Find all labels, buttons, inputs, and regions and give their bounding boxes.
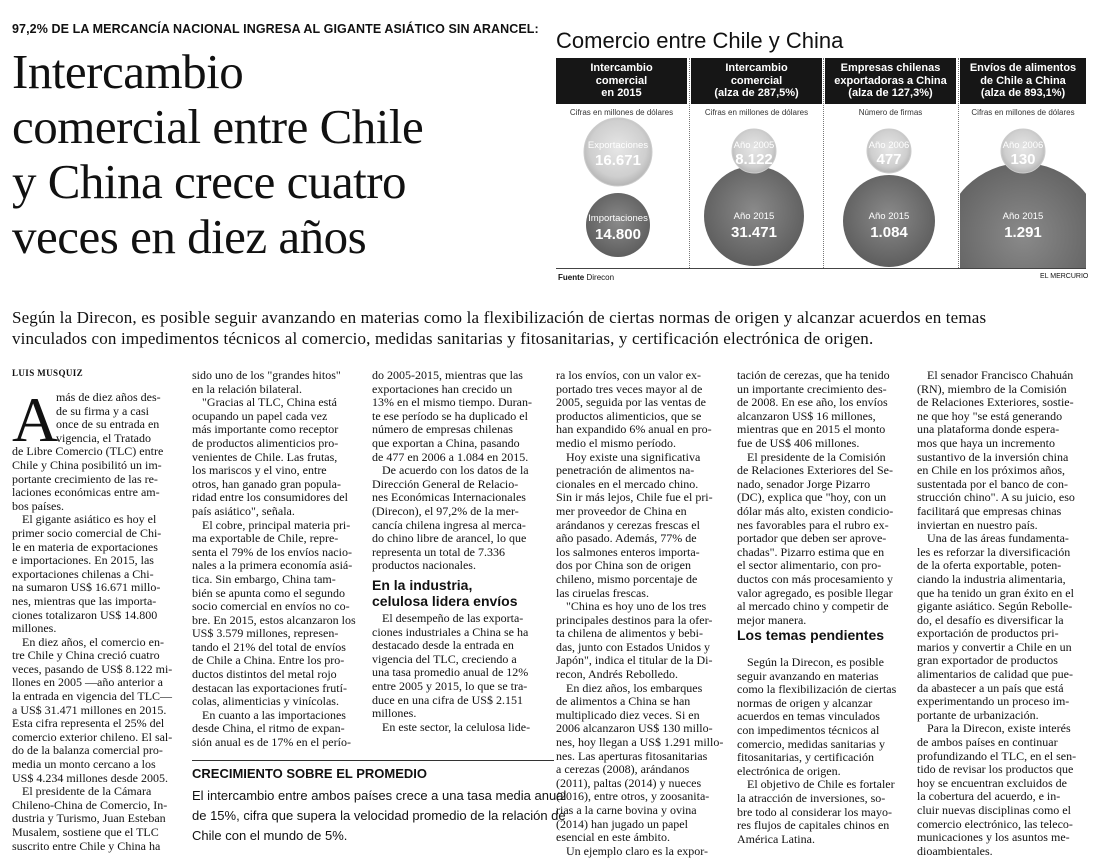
text-line: portante de urbanización. xyxy=(917,707,1039,722)
text-line: como la flexibilización de ciertas xyxy=(737,682,897,697)
box-title: CRECIMIENTO SOBRE EL PROMEDIO xyxy=(192,766,427,781)
text-line: (RN), miembro de la Comisión xyxy=(917,381,1067,396)
text-line: un importante crecimiento des- xyxy=(737,381,887,396)
bubble-bottom-label: Importaciones xyxy=(588,213,648,224)
text-line: das, junto con Estados Unidos y xyxy=(556,639,710,654)
panel-unit: Cifras en millones de dólares xyxy=(971,108,1075,117)
text-line: e importaciones. En 2015, las xyxy=(12,553,154,568)
text-line: Musalem, sostiene que el TLC xyxy=(12,825,159,839)
bubble-bottom-label: Año 2015 xyxy=(733,211,775,222)
text-line: de 2008. En ese año, los envíos xyxy=(737,395,888,410)
text-line: (2011), paltas (2014) y nueces xyxy=(556,775,702,790)
text-line: dustria y Turismo, Juan Esteban xyxy=(12,811,166,826)
text-line: de la oferta exportable, poten- xyxy=(917,558,1062,573)
lede-line: Según la Direcon, es posible seguir avanzando en materias como la flexibilización de ciertas normas de origen y alcanzar acuerdos en temas xyxy=(12,308,987,327)
text-line: nado, senador Jorge Pizarro xyxy=(737,476,871,491)
text-line: los salmones enteros importa- xyxy=(556,544,700,559)
text-line: tido de revisar los productos que xyxy=(917,762,1074,777)
text-line: media un monto cercano a los xyxy=(12,757,156,772)
panel-unit: Cifras en millones de dólares xyxy=(569,108,674,117)
text-line: gran exportador de productos xyxy=(917,653,1058,668)
text-line: tre Chile y China creció cuatro xyxy=(12,648,160,663)
text-line: ma exportable de Chile, repre- xyxy=(192,531,339,546)
text-line: ocupando un papel cada vez xyxy=(192,408,328,423)
bubble-bottom-label: Año 2015 xyxy=(868,211,910,222)
text-line: hoy se encuentran excluidos de xyxy=(917,775,1067,790)
text-line: dólar más alto, existen condicio- xyxy=(737,503,894,518)
headline-line: veces en diez años xyxy=(12,209,367,264)
text-line: cionales en el mercado chino. xyxy=(556,476,699,491)
headline-line: comercial entre Chile xyxy=(12,99,424,154)
text-line: mejor manera. xyxy=(737,612,807,627)
text-line: Japón", indica el titular de la Di- xyxy=(556,653,713,668)
text-line: mer proveedor de China en xyxy=(556,503,687,518)
bubble-chart xyxy=(960,58,1086,268)
bubble-chart xyxy=(556,58,687,268)
article-column-5 xyxy=(737,369,909,627)
text-line: rias a la carne bovina y ovina xyxy=(556,803,697,817)
text-line: acuerdos en temas vinculados xyxy=(737,709,880,724)
subhead-line: En la industria, xyxy=(372,577,473,593)
kicker: 97,2% DE LA MERCANCÍA NACIONAL INGRESA AL GIGANTE ASIÁTICO SIN ARANCEL: xyxy=(12,22,539,36)
article-column-6 xyxy=(917,369,1089,858)
article-column-4 xyxy=(556,369,728,858)
text-line: ridad entre los consumidores del xyxy=(192,490,348,505)
text-line: nes, mientras que las importa- xyxy=(12,593,157,608)
text-line: En diez años, los embarques xyxy=(566,680,703,695)
text-line: millones. xyxy=(12,621,57,636)
graphic-title: Comercio entre Chile y China xyxy=(556,28,844,53)
text-line: "China es hoy uno de los tres xyxy=(566,599,707,614)
bubble-chart xyxy=(825,58,956,268)
panel-header-line: comercial xyxy=(730,74,783,87)
text-line: otros, han ganado gran popula- xyxy=(192,476,341,491)
text-line: Un ejemplo claro es la expor- xyxy=(566,843,709,858)
text-line: el sector alimentario, con pro- xyxy=(737,558,882,573)
text-line: bién se apunta como el segundo xyxy=(192,585,345,600)
text-line: América Latina. xyxy=(737,831,815,846)
bubble-top-label: Año 2006 xyxy=(1002,140,1044,151)
panel-header-line: (alza de 127,3%) xyxy=(848,87,933,100)
box-text xyxy=(192,786,566,846)
headline xyxy=(12,44,552,264)
bubble-bottom-value: 1.291 xyxy=(1004,224,1042,241)
bubble-top-value: 130 xyxy=(1010,151,1036,168)
text-line: do de la balanza comercial pro- xyxy=(12,743,163,758)
text-line: duce en una cifra de US$ 2.151 xyxy=(372,692,523,707)
panel-unit: Cifras en millones de dólares xyxy=(704,108,809,117)
text-line: más de diez años des- xyxy=(56,390,161,404)
text-line: El desempeño de las exporta- xyxy=(382,611,524,625)
subhead-celulosa xyxy=(372,577,544,609)
text-line: destacan las exportaciones frutí- xyxy=(192,680,347,695)
text-line: sión anual es de 17% en el perío- xyxy=(192,735,351,750)
text-line: país asiático", señala. xyxy=(192,503,295,518)
text-line: en Chile en los próximos años, xyxy=(917,463,1065,478)
text-line: chileno, mismo porcentaje de xyxy=(556,571,698,586)
text-line: que ha tenido un gran éxito en el xyxy=(917,585,1074,600)
text-line: productos nacionales. xyxy=(372,558,476,573)
text-line: al mercado chino y competir de xyxy=(737,599,889,614)
text-line: con impedimentos técnicos al xyxy=(737,722,880,737)
text-line: veces, pasando de US$ 8.122 mi- xyxy=(12,661,173,676)
text-line: gigante asiático. Según Rebolle- xyxy=(917,599,1073,614)
text-line: fitosanitarias, y certificación xyxy=(737,750,874,765)
text-line: de alimentos a China se han xyxy=(556,694,691,709)
text-line: año pasado. Además, 77% de xyxy=(556,531,697,546)
text-line: suscrito entre Chile y China ha xyxy=(12,838,161,853)
text-line: una plataforma donde espera- xyxy=(917,422,1060,437)
graphic-panel-trade-2015 xyxy=(556,58,687,268)
text-line: alcanzaron US$ 16 millones, xyxy=(737,408,876,423)
text-line: más importante como receptor xyxy=(192,422,339,437)
text-line: bre. En 2015, estos alcanzaron los xyxy=(192,612,356,627)
text-line: te ese período se ha duplicado el xyxy=(372,408,528,423)
text-line: a cerezas (2008), arándanos xyxy=(556,762,690,777)
panel-header-line: exportadoras a China xyxy=(834,74,947,87)
text-line: llones en 2005 —año anterior a xyxy=(12,675,163,690)
panel-header-line: en 2015 xyxy=(601,87,642,100)
text-line: na sumaron US$ 16.671 millo- xyxy=(12,580,161,595)
text-line: US$ 3.579 millones, represen- xyxy=(192,626,339,641)
text-line: profundizando el TLC, en el sen- xyxy=(917,748,1077,763)
text-line: exportación de productos pri- xyxy=(917,626,1059,641)
text-line: (2016), entre otros, y zoosanita- xyxy=(556,789,710,804)
text-line: strucción chino". A su juicio, eso xyxy=(917,490,1075,505)
text-line: comercio electrónico, las teleco- xyxy=(917,816,1073,831)
text-line: laciones económicas entre am- xyxy=(12,485,160,500)
text-line: cluir nuevas disciplinas como el xyxy=(917,803,1071,817)
text-line: de 477 en 2006 a 1.084 en 2015. xyxy=(372,449,529,464)
text-line: de Libre Comercio (TLC) entre xyxy=(12,444,164,459)
text-line: Chile y China posibilitó un im- xyxy=(12,457,162,472)
lede xyxy=(12,307,1088,349)
text-line: número de empresas chilenas xyxy=(372,422,513,437)
article-column-3 xyxy=(372,369,544,573)
panel-header-line: Envíos de alimentos xyxy=(969,62,1077,75)
text-line: nales a la primera economía asiá- xyxy=(192,558,353,573)
headline-line: Intercambio xyxy=(12,44,244,99)
box-line: de 15%, cifra que supera la velocidad promedio de la relación de xyxy=(192,808,566,823)
text-line: arándanos y cerezas frescas el xyxy=(556,517,700,532)
text-line: alimentarios de calidad que pue- xyxy=(917,667,1073,682)
text-line: de Chile a China. Entre los pro- xyxy=(192,653,345,668)
text-line: de Relaciones Exteriores, sostie- xyxy=(917,395,1074,410)
text-line: US$ 4.234 millones desde 2005. xyxy=(12,770,168,785)
panel-header-line: (alza de 287,5%) xyxy=(714,87,799,100)
text-line: comercio exterior chileno. El sal- xyxy=(12,729,173,744)
text-line: do 2005-2015, mientras que las xyxy=(372,368,523,382)
text-line: cancía chilena ingresa al merca- xyxy=(372,517,526,532)
text-line: ta chilena de alimentos y bebi- xyxy=(556,626,703,641)
text-line: en la relación bilateral. xyxy=(192,381,302,396)
text-line: tando el 21% del total de envíos xyxy=(192,639,346,654)
text-line: senta el 79% de los envíos nacio- xyxy=(192,544,352,559)
text-line: (2014) han jugado un papel xyxy=(556,816,688,831)
text-line: En este sector, la celulosa lide- xyxy=(382,719,531,734)
text-line: Para la Direcon, existe interés xyxy=(927,721,1071,736)
bubble-top-label: Exportaciones xyxy=(587,140,649,151)
article-column-2 xyxy=(192,369,364,750)
bubble-top-value: 8.122 xyxy=(735,151,773,168)
text-line: principales destinos para la ofer- xyxy=(556,612,713,627)
text-line: El gigante asiático es hoy el xyxy=(22,512,157,527)
text-line: millones. xyxy=(372,706,417,721)
text-line: nes Económicas Internacionales xyxy=(372,490,526,505)
text-line: En cuanto a las importaciones xyxy=(202,707,346,722)
text-line: Una de las áreas fundamenta- xyxy=(927,531,1069,546)
text-line: exportaciones chilenas a Chi- xyxy=(12,566,154,581)
text-line: venientes de Chile. Las frutas, xyxy=(192,449,338,464)
bubble-bottom xyxy=(586,193,650,257)
text-line: mientras que en 2015 el monto xyxy=(737,422,886,437)
text-line: las ciruelas frescas. xyxy=(556,585,649,600)
text-line: de productos alimenticios pro- xyxy=(192,435,339,450)
text-line: do, el desafío es diversificar la xyxy=(917,612,1064,627)
graphic-panel-trade-growth xyxy=(691,58,822,268)
box-rule xyxy=(192,760,554,761)
text-line: la atracción de inversiones, so- xyxy=(737,790,886,805)
panel-header-line: comercial xyxy=(595,74,648,87)
text-line: inviertan en nuestro país. xyxy=(917,517,1038,532)
article-column-1 xyxy=(12,384,184,853)
divider xyxy=(823,58,824,268)
text-line: fue de US$ 406 millones. xyxy=(737,435,860,450)
text-line: comercio, medidas sanitarias y xyxy=(737,736,885,751)
article-column-5-cont xyxy=(737,656,909,846)
text-line: le en materia de exportaciones xyxy=(12,539,158,554)
graphic-credit: EL MERCURIO xyxy=(1040,273,1089,280)
text-line: municaciones y los asuntos me- xyxy=(917,830,1070,845)
text-line: tica. Sin embargo, China tam- xyxy=(192,571,336,586)
text-line: productos alimenticios, que se xyxy=(556,408,702,423)
text-line: mos que haya un incremento xyxy=(917,435,1055,450)
divider xyxy=(689,58,690,268)
text-line: once de su entrada en xyxy=(56,417,160,432)
text-line: da abastecer a un país que está xyxy=(917,680,1064,695)
text-line: colas, alimenticias y vinícolas. xyxy=(192,694,339,709)
panel-header-line: de Chile a China xyxy=(980,74,1066,87)
text-line: portado tres veces mayor al de xyxy=(556,381,703,396)
graphic-panel-companies xyxy=(825,58,956,268)
bubble-bottom-value: 31.471 xyxy=(731,224,777,241)
divider xyxy=(958,58,959,268)
text-line: seguir avanzando en materias xyxy=(737,668,879,683)
text-line: Dirección General de Relacio- xyxy=(372,476,519,491)
text-line: experimentando un proceso im- xyxy=(917,694,1070,709)
text-line: de su firma y a casi xyxy=(56,403,149,418)
text-line: Según la Direcon, es posible xyxy=(747,655,884,669)
text-line: les es reforzar la diversificación xyxy=(917,544,1071,559)
text-line: ra los envíos, con un valor ex- xyxy=(556,368,701,382)
text-line: primer socio comercial de Chi- xyxy=(12,525,162,540)
text-line: electrónica de origen. xyxy=(737,763,841,778)
text-line: res flujos de capitales chinos en xyxy=(737,818,890,833)
subhead-line: celulosa lidera envíos xyxy=(372,593,518,609)
text-line: 2005, seguida por las ventas de xyxy=(556,395,706,410)
text-line: de Relaciones Exteriores del Se- xyxy=(737,463,893,478)
text-line: bre todo al considerar los mayo- xyxy=(737,804,892,819)
text-line: normas de origen y alcanzar xyxy=(737,695,873,710)
bubble-bottom-label: Año 2015 xyxy=(1002,211,1044,222)
article-column-3-cont xyxy=(372,612,544,734)
text-line: Chileno-China de Comercio, In- xyxy=(12,797,168,812)
bubble-chart xyxy=(691,58,822,268)
text-line: nes, hoy llegan a US$ 1.291 millo- xyxy=(556,735,724,750)
text-line: El objetivo de Chile es fortaler xyxy=(747,777,895,792)
text-line: sustentada por el banco de con- xyxy=(917,476,1068,491)
text-line: recon, Andrés Rebolledo. xyxy=(556,667,678,682)
text-line: De acuerdo con los datos de la xyxy=(382,463,529,478)
text-line: Hoy existe una significativa xyxy=(566,449,701,464)
graphic-source xyxy=(558,273,614,282)
text-line: El cobre, principal materia pri- xyxy=(202,517,351,532)
text-line: ductos distintos del metal rojo xyxy=(192,667,337,682)
text-line: una tasa promedio anual de 12% xyxy=(372,665,529,680)
text-line: han expandido 6% anual en pro- xyxy=(556,422,712,437)
graphic-panel-food-exports xyxy=(960,58,1086,268)
panel-header-line: Intercambio xyxy=(725,62,788,75)
text-line: nes. Las aperturas fitosanitarias xyxy=(556,748,708,763)
text-line: a US$ 31.471 millones en 2015. xyxy=(12,702,167,717)
text-line: la cobertura del acuerdo, e in- xyxy=(917,789,1061,804)
text-line: ciones totalizaron US$ 14.800 xyxy=(12,607,158,622)
text-line: que exportan a China, pasando xyxy=(372,435,520,450)
text-line: dos por China son de origen xyxy=(556,558,691,573)
text-line: exportaciones han crecido un xyxy=(372,381,513,396)
text-line: 2006 alcanzaron US$ 130 millo- xyxy=(556,721,713,736)
text-line: valor agregado, es posible llegar xyxy=(737,585,893,600)
text-line: dioambientales. xyxy=(917,843,993,858)
subhead-temas-pendientes: Los temas pendientes xyxy=(737,627,885,643)
text-line: socio comercial en envíos no co- xyxy=(192,599,350,614)
text-line: vigencia del TLC, creciendo a xyxy=(372,651,517,666)
text-line: multiplicado diez veces. Si en xyxy=(556,707,700,722)
bubble-top-value: 477 xyxy=(876,151,902,168)
panel-header-line: Intercambio xyxy=(590,62,653,75)
text-line: El senador Francisco Chahuán xyxy=(927,368,1074,382)
text-line: los mariscos y el vino, entre xyxy=(192,463,327,478)
text-line: 13% en el mismo tiempo. Duran- xyxy=(372,395,532,410)
text-line: de ambos países en continuar xyxy=(917,735,1058,750)
text-line: vigencia, el Tratado xyxy=(56,430,151,445)
panel-unit: Número de firmas xyxy=(858,108,923,117)
text-line: destacado desde la entrada en xyxy=(372,638,514,653)
text-line: marios y convertir a Chile en un xyxy=(917,639,1072,654)
text-line: Esta cifra representa el 25% del xyxy=(12,716,165,731)
text-line: portante crecimiento de las re- xyxy=(12,471,158,486)
text-line: tación de cerezas, que ha tenido xyxy=(737,368,890,382)
text-line: entre 2005 y 2015, lo que se tra- xyxy=(372,678,528,693)
text-line: ciando la industria alimentaria, xyxy=(917,571,1066,586)
box-line: El intercambio entre ambos países crece a una tasa media anual xyxy=(192,788,567,803)
bubble-bottom-value: 14.800 xyxy=(595,226,641,243)
dropcap: A xyxy=(12,384,59,455)
bubble-top-label: Año 2005 xyxy=(733,140,775,151)
byline: LUIS MUSQUIZ xyxy=(12,368,84,378)
text-line: (DC), explica que "hoy, con un xyxy=(737,490,887,505)
headline-line: y China crece cuatro xyxy=(12,154,407,209)
text-line: En diez años, el comercio en- xyxy=(22,634,164,649)
source-value: Direcon xyxy=(586,273,615,282)
graphic-rule xyxy=(556,268,1086,269)
bubble-bottom-value: 1.084 xyxy=(870,224,908,241)
text-line: (Direcon), el 97,2% de la mer- xyxy=(372,503,519,518)
text-line: ciones industriales a China se ha xyxy=(372,624,529,639)
panel-header-line: Empresas chilenas xyxy=(840,62,941,75)
text-line: nes favorables para el rubro ex- xyxy=(737,517,889,532)
panel-header-line: (alza de 893,1%) xyxy=(980,87,1066,100)
text-line: medio el mismo período. xyxy=(556,435,676,450)
text-line: penetración de alimentos na- xyxy=(556,463,695,478)
text-line: ne que hoy "se está generando xyxy=(917,408,1063,423)
text-line: "Gracias al TLC, China está xyxy=(202,395,337,410)
text-line: chadas". Pizarro estima que en xyxy=(737,544,885,559)
text-line: bos países. xyxy=(12,498,64,513)
text-line: sido uno de los "grandes hitos" xyxy=(192,368,341,382)
text-line: El presidente de la Comisión xyxy=(747,449,886,464)
text-line: El presidente de la Cámara xyxy=(22,784,152,799)
bubble-top-label: Año 2006 xyxy=(868,140,910,151)
text-line: esencial en este ámbito. xyxy=(556,830,670,845)
lede-line: vinculados con impedimentos técnicos al comercio, medidas sanitarias y fitosanitarias, y certificación electrónica de origen. xyxy=(12,329,874,348)
text-line: Sin ir más lejos, Chile fue el pri- xyxy=(556,490,713,505)
text-line: do chino libre de arancel, lo que xyxy=(372,531,527,546)
text-line: portador que deben ser aprove- xyxy=(737,531,887,546)
bubble-top-value: 16.671 xyxy=(595,152,641,169)
source-label: Fuente xyxy=(558,273,585,282)
text-line: la entrada en vigencia del TLC— xyxy=(12,689,173,704)
box-line: Chile con el mundo de 5%. xyxy=(192,828,348,843)
text-line: facilitará que empresas chinas xyxy=(917,503,1062,518)
text-line: representa un total de 7.336 xyxy=(372,544,505,559)
text-line: ductos con más procesamiento y xyxy=(737,571,893,586)
text-line: desde China, el ritmo de expan- xyxy=(192,721,345,736)
text-line: sustantivo de la inversión china xyxy=(917,449,1069,464)
